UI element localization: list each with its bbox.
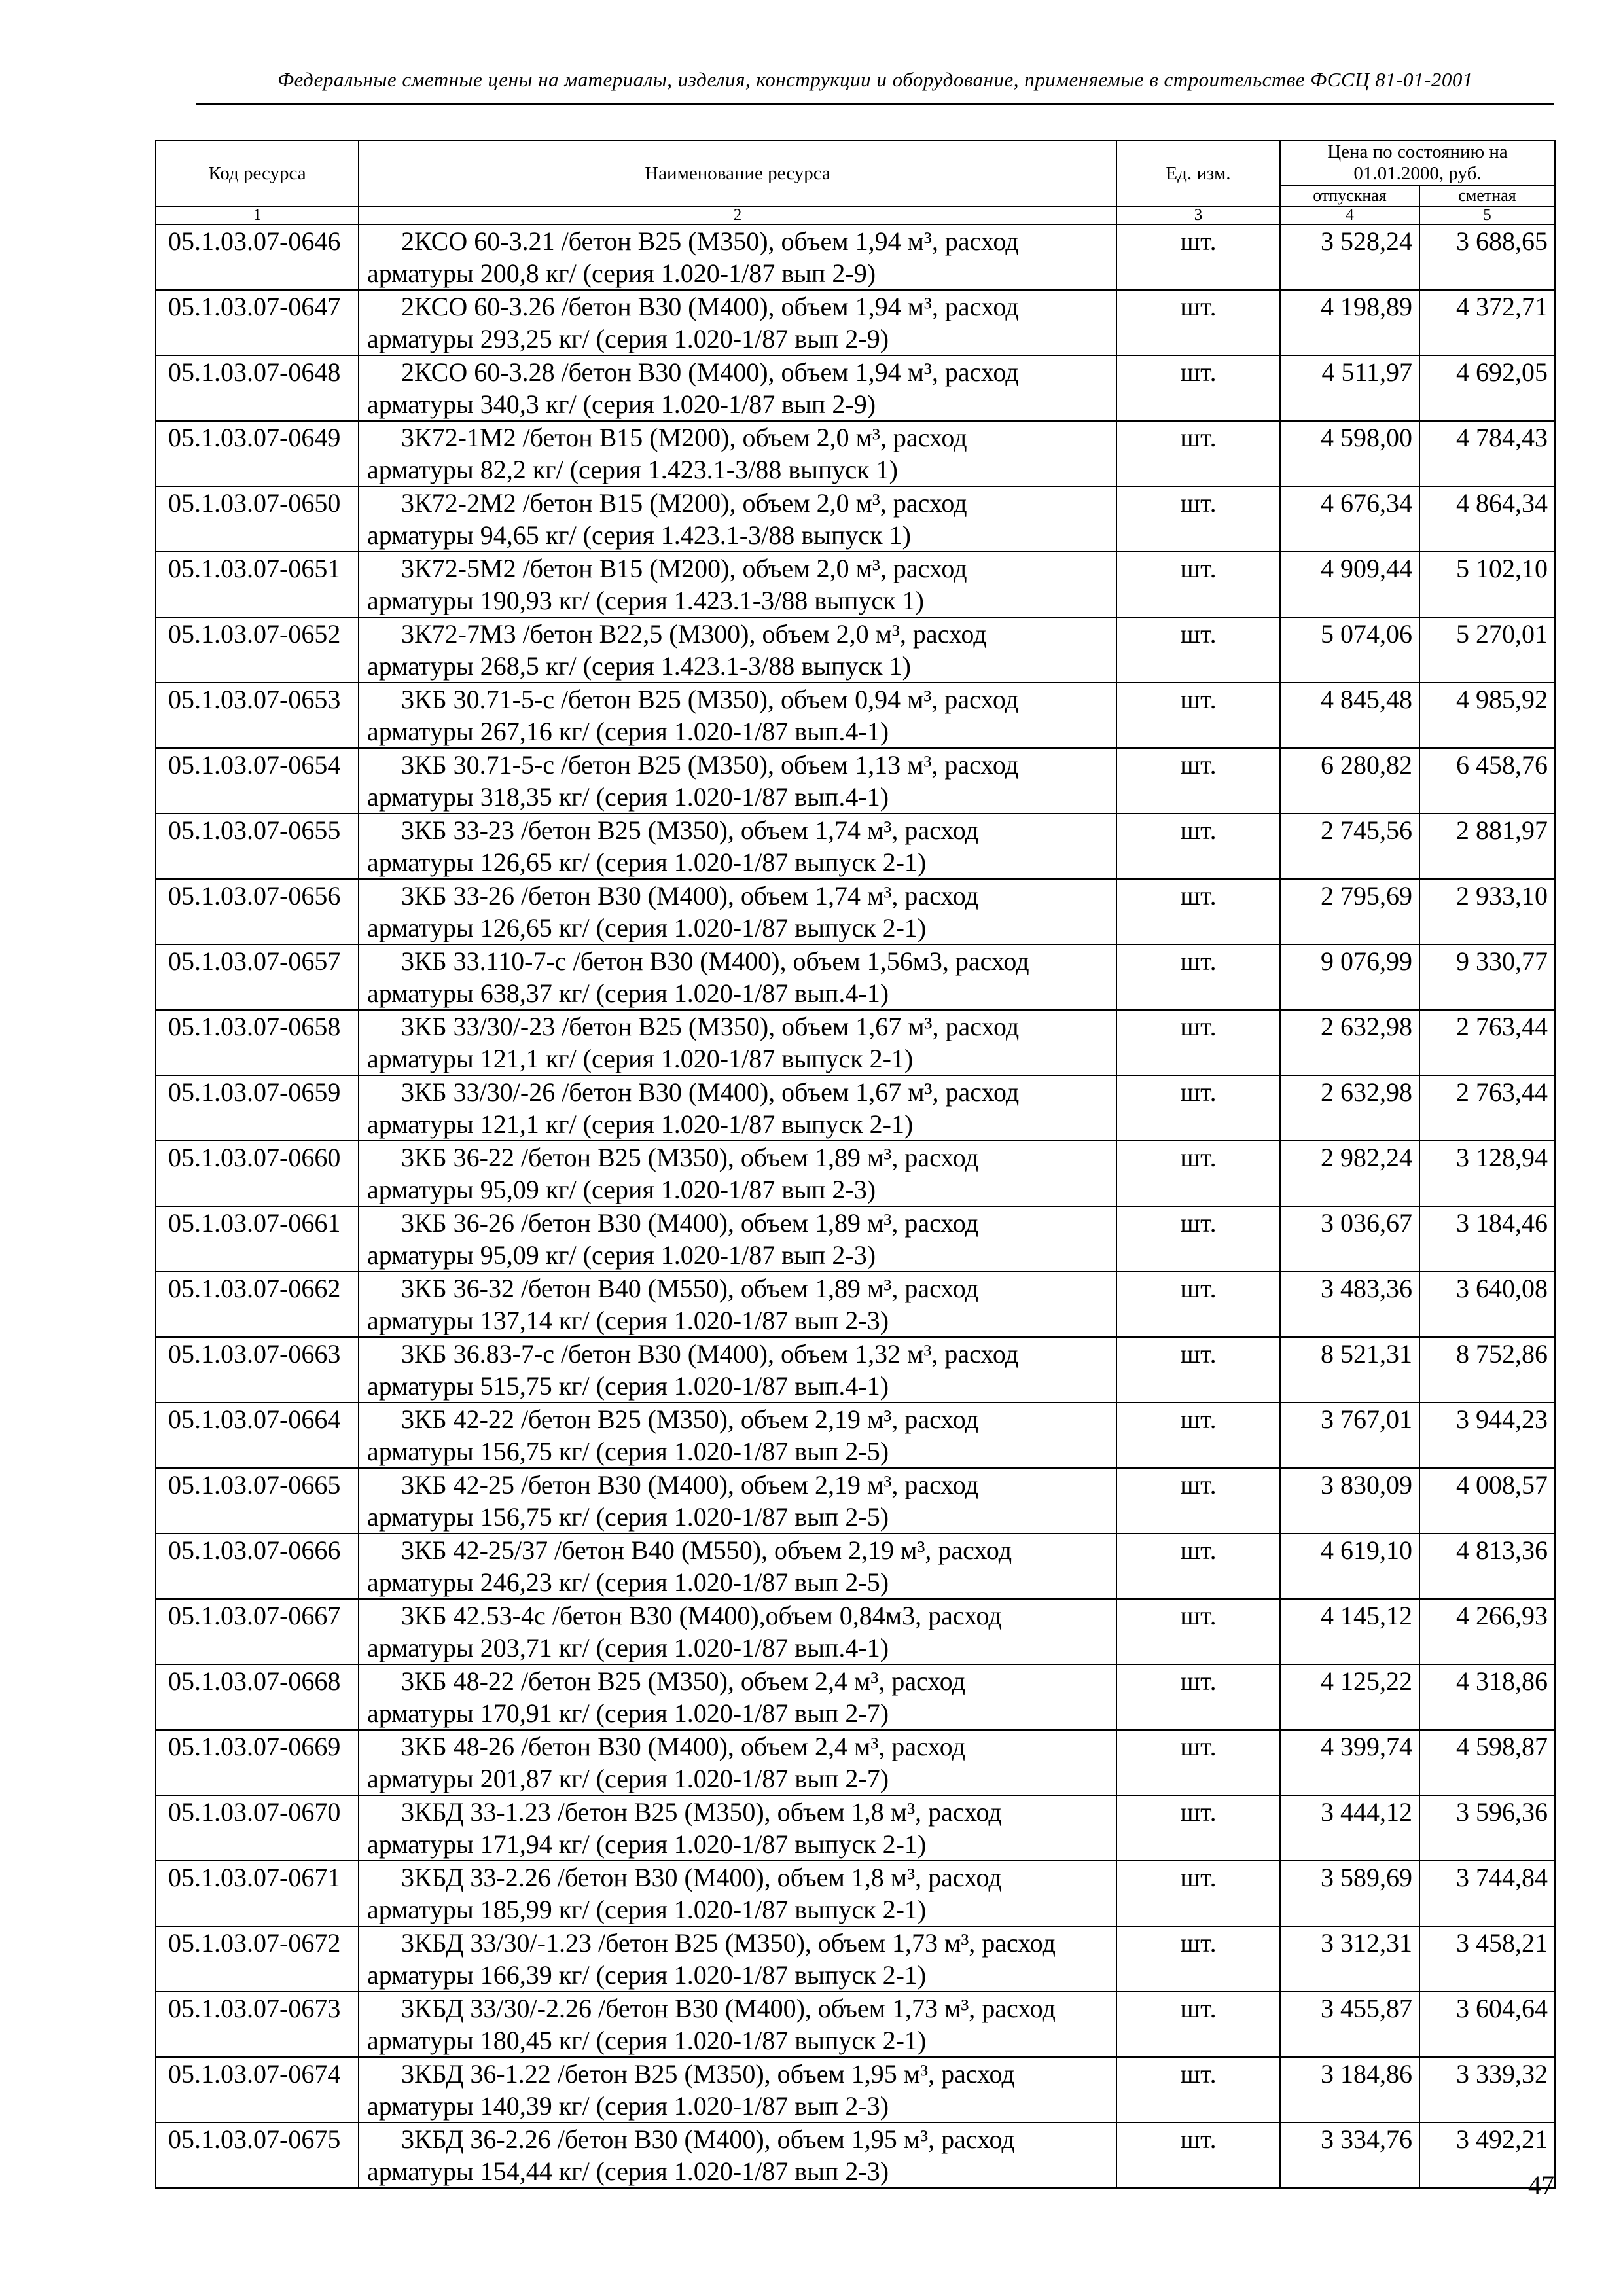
resource-name-line-2: арматуры 170,91 кг/ (серия 1.020-1/87 вып 2-7) [367, 1698, 889, 1728]
price-estimate: 4 985,92 [1419, 683, 1555, 748]
resource-name-line-2: арматуры 82,2 кг/ (серия 1.423.1-3/88 выпуск 1) [367, 455, 898, 484]
resource-name [359, 1599, 1116, 1664]
resource-name-line-2: арматуры 185,99 кг/ (серия 1.020-1/87 выпуск 2-1) [367, 1895, 927, 1924]
resource-name-line-2: арматуры 126,65 кг/ (серия 1.020-1/87 выпуск 2-1) [367, 913, 927, 942]
resource-code: 05.1.03.07-0669 [156, 1730, 359, 1795]
table-row [156, 1010, 1555, 1075]
price-release: 3 312,31 [1280, 1926, 1419, 1992]
resource-name-line-1: 3К72-7М3 /бетон В22,5 (М300), объем 2,0 м³, расход [401, 619, 987, 649]
price-estimate: 2 933,10 [1419, 879, 1555, 944]
resource-name-line-1: 3КБ 36-22 /бетон В25 (М350), объем 1,89 м³, расход [401, 1143, 978, 1172]
resource-code: 05.1.03.07-0661 [156, 1206, 359, 1272]
resource-code: 05.1.03.07-0662 [156, 1272, 359, 1337]
resource-name [359, 1926, 1116, 1992]
col-number: 5 [1419, 206, 1555, 224]
col-header-price: Цена по состоянию на 01.01.2000, руб. [1280, 141, 1555, 185]
price-release: 4 125,22 [1280, 1664, 1419, 1730]
resource-name-line-1: 3КБД 33/30/-1.23 /бетон В25 (М350), объем 1,73 м³, расход [401, 1928, 1056, 1958]
unit: шт. [1116, 1599, 1280, 1664]
price-estimate: 4 692,05 [1419, 355, 1555, 421]
resource-code: 05.1.03.07-0673 [156, 1992, 359, 2057]
col-header-price-release: отпускная [1280, 185, 1419, 206]
price-release: 3 483,36 [1280, 1272, 1419, 1337]
resource-name-line-2: арматуры 200,8 кг/ (серия 1.020-1/87 вып 2-9) [367, 259, 876, 288]
price-estimate: 3 744,84 [1419, 1861, 1555, 1926]
price-release: 3 528,24 [1280, 224, 1419, 290]
resource-code: 05.1.03.07-0658 [156, 1010, 359, 1075]
table-row [156, 1534, 1555, 1599]
resource-name-line-1: 3КБ 48-26 /бетон В30 (М400), объем 2,4 м³, расход [401, 1732, 965, 1761]
price-release: 3 589,69 [1280, 1861, 1419, 1926]
resource-code: 05.1.03.07-0663 [156, 1337, 359, 1403]
unit: шт. [1116, 1403, 1280, 1468]
resource-name [359, 2057, 1116, 2123]
unit: шт. [1116, 1141, 1280, 1206]
table-row [156, 421, 1555, 486]
price-estimate: 8 752,86 [1419, 1337, 1555, 1403]
resource-name-line-1: 3КБ 33/30/-26 /бетон В30 (М400), объем 1,67 м³, расход [401, 1077, 1020, 1107]
resource-name [359, 1861, 1116, 1926]
resource-code: 05.1.03.07-0659 [156, 1075, 359, 1141]
resource-code: 05.1.03.07-0660 [156, 1141, 359, 1206]
resource-name-line-2: арматуры 267,16 кг/ (серия 1.020-1/87 вып.4-1) [367, 717, 889, 746]
unit: шт. [1116, 1010, 1280, 1075]
unit: шт. [1116, 552, 1280, 617]
table-row [156, 944, 1555, 1010]
col-header-unit: Ед. изм. [1116, 141, 1280, 206]
table-row [156, 2123, 1555, 2188]
price-estimate: 3 128,94 [1419, 1141, 1555, 1206]
price-release: 3 444,12 [1280, 1795, 1419, 1861]
table-row [156, 552, 1555, 617]
resource-code: 05.1.03.07-0665 [156, 1468, 359, 1534]
resource-code: 05.1.03.07-0666 [156, 1534, 359, 1599]
resource-name-line-2: арматуры 154,44 кг/ (серия 1.020-1/87 вып 2-3) [367, 2157, 889, 2186]
table-row [156, 486, 1555, 552]
price-release: 5 074,06 [1280, 617, 1419, 683]
col-header-price-estimate: сметная [1419, 185, 1555, 206]
table-row [156, 1468, 1555, 1534]
table-row [156, 748, 1555, 814]
unit: шт. [1116, 224, 1280, 290]
resource-code: 05.1.03.07-0670 [156, 1795, 359, 1861]
table-row [156, 355, 1555, 421]
table-row [156, 1664, 1555, 1730]
resource-name-line-1: 2КСО 60-3.21 /бетон В25 (М350), объем 1,94 м³, расход [401, 226, 1019, 256]
resource-code: 05.1.03.07-0671 [156, 1861, 359, 1926]
price-estimate: 4 266,93 [1419, 1599, 1555, 1664]
price-release: 4 909,44 [1280, 552, 1419, 617]
unit: шт. [1116, 814, 1280, 879]
price-release: 4 845,48 [1280, 683, 1419, 748]
resource-name-line-2: арматуры 95,09 кг/ (серия 1.020-1/87 вып 2-3) [367, 1240, 876, 1270]
resource-name-line-2: арматуры 268,5 кг/ (серия 1.423.1-3/88 выпуск 1) [367, 651, 911, 681]
resource-name [359, 1010, 1116, 1075]
price-estimate: 3 604,64 [1419, 1992, 1555, 2057]
price-release: 2 795,69 [1280, 879, 1419, 944]
price-release: 9 076,99 [1280, 944, 1419, 1010]
resource-name-line-2: арматуры 203,71 кг/ (серия 1.020-1/87 вып.4-1) [367, 1633, 889, 1662]
resource-name [359, 552, 1116, 617]
price-estimate: 4 864,34 [1419, 486, 1555, 552]
price-estimate: 3 184,46 [1419, 1206, 1555, 1272]
resource-name-line-1: 3КБД 33-1.23 /бетон В25 (М350), объем 1,8 м³, расход [401, 1797, 1002, 1827]
unit: шт. [1116, 1730, 1280, 1795]
resource-name-line-1: 3КБД 36-1.22 /бетон В25 (М350), объем 1,95 м³, расход [401, 2059, 1015, 2089]
price-release: 3 184,86 [1280, 2057, 1419, 2123]
price-estimate: 3 640,08 [1419, 1272, 1555, 1337]
unit: шт. [1116, 748, 1280, 814]
price-release: 3 334,76 [1280, 2123, 1419, 2188]
table-row [156, 1926, 1555, 1992]
col-header-name: Наименование ресурса [359, 141, 1116, 206]
resource-code: 05.1.03.07-0646 [156, 224, 359, 290]
resource-name-line-2: арматуры 171,94 кг/ (серия 1.020-1/87 выпуск 2-1) [367, 1829, 927, 1859]
col-header-code: Код ресурса [156, 141, 359, 206]
resource-name [359, 290, 1116, 355]
resource-code: 05.1.03.07-0667 [156, 1599, 359, 1664]
table-row [156, 1599, 1555, 1664]
table-row [156, 814, 1555, 879]
price-estimate: 4 372,71 [1419, 290, 1555, 355]
resource-name [359, 1664, 1116, 1730]
price-release: 4 676,34 [1280, 486, 1419, 552]
resource-code: 05.1.03.07-0651 [156, 552, 359, 617]
table-row [156, 1403, 1555, 1468]
resource-name-line-1: 2КСО 60-3.26 /бетон В30 (М400), объем 1,94 м³, расход [401, 292, 1019, 321]
resource-name [359, 421, 1116, 486]
resource-name [359, 2123, 1116, 2188]
unit: шт. [1116, 1206, 1280, 1272]
price-estimate: 4 008,57 [1419, 1468, 1555, 1534]
resource-code: 05.1.03.07-0656 [156, 879, 359, 944]
resource-name-line-1: 3КБ 30.71-5-с /бетон В25 (М350), объем 0,94 м³, расход [401, 685, 1019, 714]
resource-name-line-2: арматуры 126,65 кг/ (серия 1.020-1/87 выпуск 2-1) [367, 848, 927, 877]
table-row [156, 2057, 1555, 2123]
resource-name [359, 1272, 1116, 1337]
resource-name-line-2: арматуры 156,75 кг/ (серия 1.020-1/87 вып 2-5) [367, 1502, 889, 1532]
resource-name [359, 1992, 1116, 2057]
price-release: 2 982,24 [1280, 1141, 1419, 1206]
resource-name-line-1: 3КБ 48-22 /бетон В25 (М350), объем 2,4 м³, расход [401, 1666, 965, 1696]
resource-name-line-2: арматуры 95,09 кг/ (серия 1.020-1/87 вып 2-3) [367, 1175, 876, 1204]
resource-name-line-2: арматуры 201,87 кг/ (серия 1.020-1/87 вып 2-7) [367, 1764, 889, 1793]
resource-name-line-2: арматуры 121,1 кг/ (серия 1.020-1/87 выпуск 2-1) [367, 1109, 914, 1139]
table-row [156, 1075, 1555, 1141]
unit: шт. [1116, 1534, 1280, 1599]
price-release: 4 511,97 [1280, 355, 1419, 421]
unit: шт. [1116, 879, 1280, 944]
resource-name-line-1: 3КБ 30.71-5-с /бетон В25 (М350), объем 1,13 м³, расход [401, 750, 1019, 780]
price-release: 3 036,67 [1280, 1206, 1419, 1272]
resource-name-line-1: 3К72-2М2 /бетон В15 (М200), объем 2,0 м³, расход [401, 488, 967, 518]
resource-name [359, 224, 1116, 290]
resource-name [359, 1730, 1116, 1795]
resource-name-line-1: 3КБ 42-25 /бетон В30 (М400), объем 2,19 м³, расход [401, 1470, 978, 1499]
resource-name-line-2: арматуры 140,39 кг/ (серия 1.020-1/87 вып 2-3) [367, 2091, 889, 2121]
resource-name-line-2: арматуры 190,93 кг/ (серия 1.423.1-3/88 выпуск 1) [367, 586, 924, 615]
unit: шт. [1116, 1795, 1280, 1861]
resource-code: 05.1.03.07-0647 [156, 290, 359, 355]
resource-code: 05.1.03.07-0650 [156, 486, 359, 552]
unit: шт. [1116, 1664, 1280, 1730]
resource-name-line-1: 3КБД 33-2.26 /бетон В30 (М400), объем 1,8 м³, расход [401, 1863, 1002, 1892]
resource-name-line-2: арматуры 180,45 кг/ (серия 1.020-1/87 выпуск 2-1) [367, 2026, 927, 2055]
resource-name-line-1: 3К72-5М2 /бетон В15 (М200), объем 2,0 м³, расход [401, 554, 967, 583]
col-number: 4 [1280, 206, 1419, 224]
resource-name-line-1: 3КБ 36-26 /бетон В30 (М400), объем 1,89 м³, расход [401, 1208, 978, 1238]
resource-name-line-1: 3КБ 42.53-4с /бетон В30 (М400),объем 0,84м3, расход [401, 1601, 1002, 1630]
unit: шт. [1116, 2123, 1280, 2188]
resource-code: 05.1.03.07-0652 [156, 617, 359, 683]
table-row [156, 879, 1555, 944]
table-row [156, 1337, 1555, 1403]
resource-name [359, 486, 1116, 552]
resource-name-line-2: арматуры 94,65 кг/ (серия 1.423.1-3/88 выпуск 1) [367, 520, 911, 550]
resource-name-line-1: 3КБД 33/30/-2.26 /бетон В30 (М400), объем 1,73 м³, расход [401, 1994, 1056, 2023]
price-estimate: 2 881,97 [1419, 814, 1555, 879]
table-row [156, 1730, 1555, 1795]
price-estimate: 3 688,65 [1419, 224, 1555, 290]
resource-name-line-1: 3КБ 42-25/37 /бетон В40 (М550), объем 2,19 м³, расход [401, 1535, 1012, 1565]
price-release: 2 745,56 [1280, 814, 1419, 879]
resource-name-line-1: 3КБ 33.110-7-с /бетон В30 (М400), объем 1,56м3, расход [401, 946, 1029, 976]
resource-name [359, 617, 1116, 683]
resource-name [359, 1795, 1116, 1861]
unit: шт. [1116, 1926, 1280, 1992]
resource-name-line-1: 3КБД 36-2.26 /бетон В30 (М400), объем 1,95 м³, расход [401, 2125, 1015, 2154]
price-release: 4 619,10 [1280, 1534, 1419, 1599]
running-header: Федеральные сметные цены на материалы, изделия, конструкции и оборудование, применяемые в строительстве ФССЦ 81-01-2001 [277, 68, 1473, 91]
resource-name-line-1: 3КБ 36-32 /бетон В40 (М550), объем 1,89 м³, расход [401, 1274, 978, 1303]
unit: шт. [1116, 683, 1280, 748]
price-estimate: 5 102,10 [1419, 552, 1555, 617]
unit: шт. [1116, 944, 1280, 1010]
price-release: 3 455,87 [1280, 1992, 1419, 2057]
table-row [156, 617, 1555, 683]
resource-code: 05.1.03.07-0657 [156, 944, 359, 1010]
table-row [156, 1861, 1555, 1926]
table-row [156, 290, 1555, 355]
resource-code: 05.1.03.07-0653 [156, 683, 359, 748]
resource-name-line-2: арматуры 246,23 кг/ (серия 1.020-1/87 вып 2-5) [367, 1568, 889, 1597]
price-release: 2 632,98 [1280, 1010, 1419, 1075]
resource-code: 05.1.03.07-0655 [156, 814, 359, 879]
resource-code: 05.1.03.07-0648 [156, 355, 359, 421]
resource-name [359, 814, 1116, 879]
unit: шт. [1116, 421, 1280, 486]
price-estimate: 3 492,21 [1419, 2123, 1555, 2188]
unit: шт. [1116, 486, 1280, 552]
price-estimate: 9 330,77 [1419, 944, 1555, 1010]
resource-name-line-1: 3КБ 42-22 /бетон В25 (М350), объем 2,19 м³, расход [401, 1405, 978, 1434]
table-row [156, 1795, 1555, 1861]
unit: шт. [1116, 290, 1280, 355]
resource-name-line-2: арматуры 318,35 кг/ (серия 1.020-1/87 вып.4-1) [367, 782, 889, 812]
unit: шт. [1116, 2057, 1280, 2123]
price-release: 2 632,98 [1280, 1075, 1419, 1141]
resource-name [359, 1075, 1116, 1141]
price-release: 8 521,31 [1280, 1337, 1419, 1403]
table-row [156, 1992, 1555, 2057]
unit: шт. [1116, 1861, 1280, 1926]
resource-name [359, 1337, 1116, 1403]
resource-name [359, 879, 1116, 944]
col-number: 3 [1116, 206, 1280, 224]
price-estimate: 4 318,86 [1419, 1664, 1555, 1730]
unit: шт. [1116, 617, 1280, 683]
resource-name-line-2: арматуры 293,25 кг/ (серия 1.020-1/87 вып 2-9) [367, 324, 889, 353]
resource-name-line-2: арматуры 156,75 кг/ (серия 1.020-1/87 вып 2-5) [367, 1437, 889, 1466]
page-number: 47 [1528, 2170, 1554, 2200]
price-release: 4 598,00 [1280, 421, 1419, 486]
resource-name [359, 683, 1116, 748]
resource-name-line-1: 2КСО 60-3.28 /бетон В30 (М400), объем 1,94 м³, расход [401, 357, 1019, 387]
price-release: 3 830,09 [1280, 1468, 1419, 1534]
resource-name-line-2: арматуры 515,75 кг/ (серия 1.020-1/87 вып.4-1) [367, 1371, 889, 1401]
table-row [156, 1272, 1555, 1337]
resource-name-line-2: арматуры 121,1 кг/ (серия 1.020-1/87 выпуск 2-1) [367, 1044, 914, 1073]
resource-code: 05.1.03.07-0654 [156, 748, 359, 814]
resource-code: 05.1.03.07-0672 [156, 1926, 359, 1992]
unit: шт. [1116, 1468, 1280, 1534]
resource-name [359, 1534, 1116, 1599]
price-table [155, 140, 1556, 2189]
table-body [156, 224, 1555, 2188]
price-estimate: 3 339,32 [1419, 2057, 1555, 2123]
resource-name [359, 944, 1116, 1010]
resource-code: 05.1.03.07-0664 [156, 1403, 359, 1468]
resource-name-line-2: арматуры 137,14 кг/ (серия 1.020-1/87 вып 2-3) [367, 1306, 889, 1335]
price-release: 4 399,74 [1280, 1730, 1419, 1795]
resource-name-line-2: арматуры 638,37 кг/ (серия 1.020-1/87 вып.4-1) [367, 978, 889, 1008]
unit: шт. [1116, 1272, 1280, 1337]
resource-name-line-2: арматуры 340,3 кг/ (серия 1.020-1/87 вып 2-9) [367, 389, 876, 419]
resource-name [359, 355, 1116, 421]
resource-name [359, 1206, 1116, 1272]
price-estimate: 6 458,76 [1419, 748, 1555, 814]
price-release: 4 145,12 [1280, 1599, 1419, 1664]
price-estimate: 4 813,36 [1419, 1534, 1555, 1599]
resource-code: 05.1.03.07-0675 [156, 2123, 359, 2188]
price-release: 4 198,89 [1280, 290, 1419, 355]
table-row [156, 1141, 1555, 1206]
header-rule [196, 103, 1554, 105]
price-release: 6 280,82 [1280, 748, 1419, 814]
price-estimate: 4 784,43 [1419, 421, 1555, 486]
price-estimate: 4 598,87 [1419, 1730, 1555, 1795]
price-estimate: 3 458,21 [1419, 1926, 1555, 1992]
resource-code: 05.1.03.07-0668 [156, 1664, 359, 1730]
resource-name [359, 1141, 1116, 1206]
unit: шт. [1116, 1337, 1280, 1403]
resource-code: 05.1.03.07-0649 [156, 421, 359, 486]
price-estimate: 2 763,44 [1419, 1010, 1555, 1075]
resource-name-line-1: 3КБ 36.83-7-с /бетон В30 (М400), объем 1,32 м³, расход [401, 1339, 1019, 1369]
unit: шт. [1116, 355, 1280, 421]
col-number: 1 [156, 206, 359, 224]
table-row [156, 224, 1555, 290]
resource-name-line-2: арматуры 166,39 кг/ (серия 1.020-1/87 выпуск 2-1) [367, 1960, 927, 1990]
resource-name-line-1: 3КБ 33-26 /бетон В30 (М400), объем 1,74 м³, расход [401, 881, 978, 910]
resource-name-line-1: 3КБ 33/30/-23 /бетон В25 (М350), объем 1,67 м³, расход [401, 1012, 1020, 1041]
resource-code: 05.1.03.07-0674 [156, 2057, 359, 2123]
resource-name [359, 1468, 1116, 1534]
resource-name-line-1: 3КБ 33-23 /бетон В25 (М350), объем 1,74 м³, расход [401, 816, 978, 845]
resource-name [359, 748, 1116, 814]
col-number: 2 [359, 206, 1116, 224]
unit: шт. [1116, 1075, 1280, 1141]
resource-name [359, 1403, 1116, 1468]
price-estimate: 2 763,44 [1419, 1075, 1555, 1141]
price-release: 3 767,01 [1280, 1403, 1419, 1468]
table-row [156, 1206, 1555, 1272]
price-estimate: 3 596,36 [1419, 1795, 1555, 1861]
price-estimate: 5 270,01 [1419, 617, 1555, 683]
unit: шт. [1116, 1992, 1280, 2057]
table-row [156, 683, 1555, 748]
price-estimate: 3 944,23 [1419, 1403, 1555, 1468]
resource-name-line-1: 3К72-1М2 /бетон В15 (М200), объем 2,0 м³, расход [401, 423, 967, 452]
